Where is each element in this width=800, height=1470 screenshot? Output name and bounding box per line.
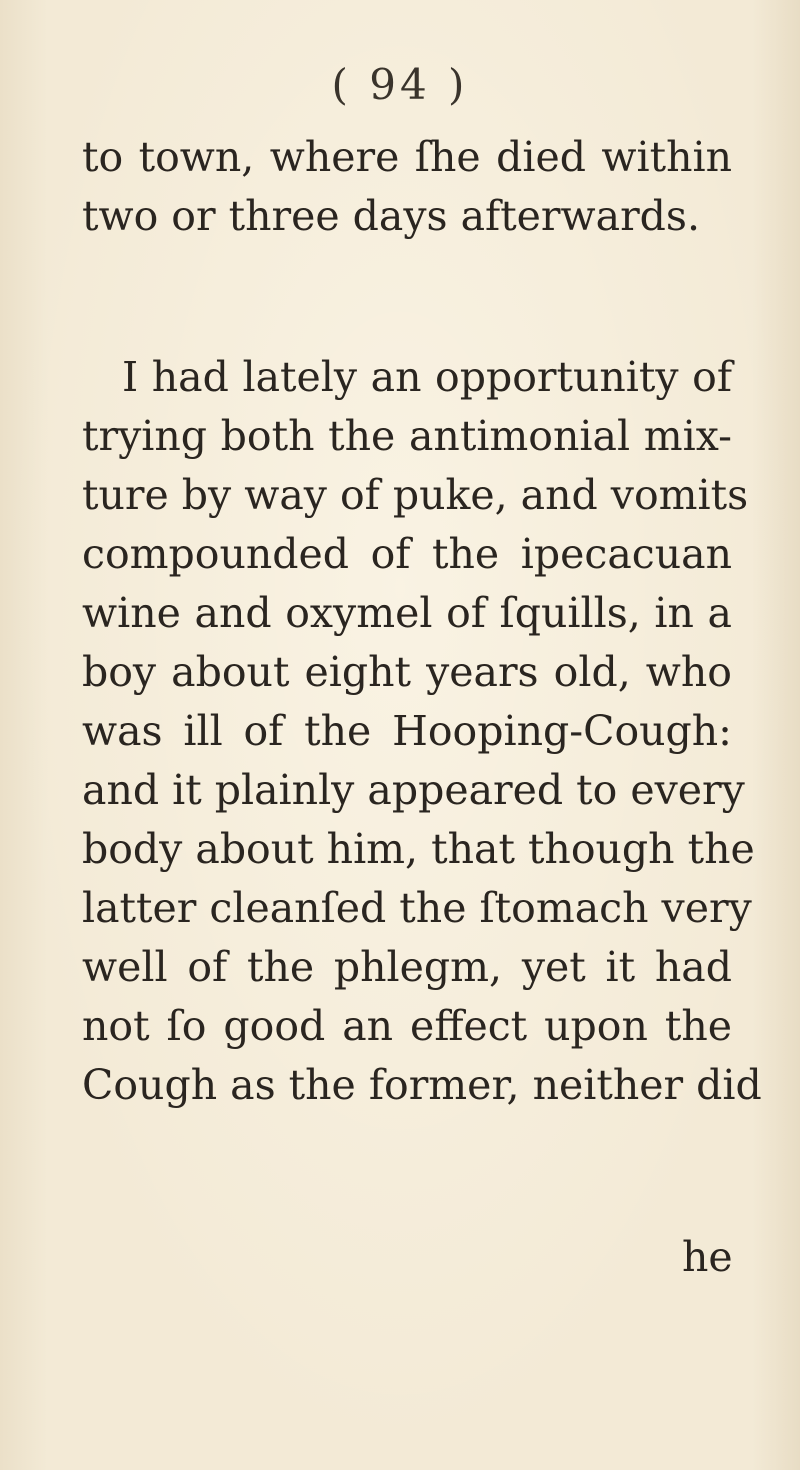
text-line: body about him, that though the [82, 825, 755, 873]
paragraph-1 [82, 128, 732, 246]
text-line: boy about eight years old, who [82, 648, 732, 696]
text-line: Cough as the former, neither did [82, 1061, 762, 1109]
catchword: he [682, 1233, 733, 1281]
text-line: not ſo good an effect upon the [82, 1002, 732, 1050]
text-line: compounded of the ipecacuan [82, 530, 732, 578]
paragraph-2 [82, 348, 762, 1115]
text-line: and it plainly appeared to every [82, 766, 745, 814]
text-line: was ill of the Hooping-Cough: [82, 707, 732, 755]
text-line: two or three days afterwards. [82, 192, 700, 240]
text-line: trying both the antimonial mix- [82, 412, 732, 460]
text-line: wine and oxymel of ſquills, in a [82, 589, 732, 637]
text-line: I had lately an opportunity of [122, 353, 732, 401]
text-line: latter cleanſed the ſtomach very [82, 884, 752, 932]
text-line: well of the phlegm, yet it had [82, 943, 732, 991]
page-number: ( 94 ) [331, 60, 469, 109]
text-line: ture by way of puke, and vomits [82, 471, 749, 519]
text-line: to town, where ſhe died within [82, 133, 732, 181]
